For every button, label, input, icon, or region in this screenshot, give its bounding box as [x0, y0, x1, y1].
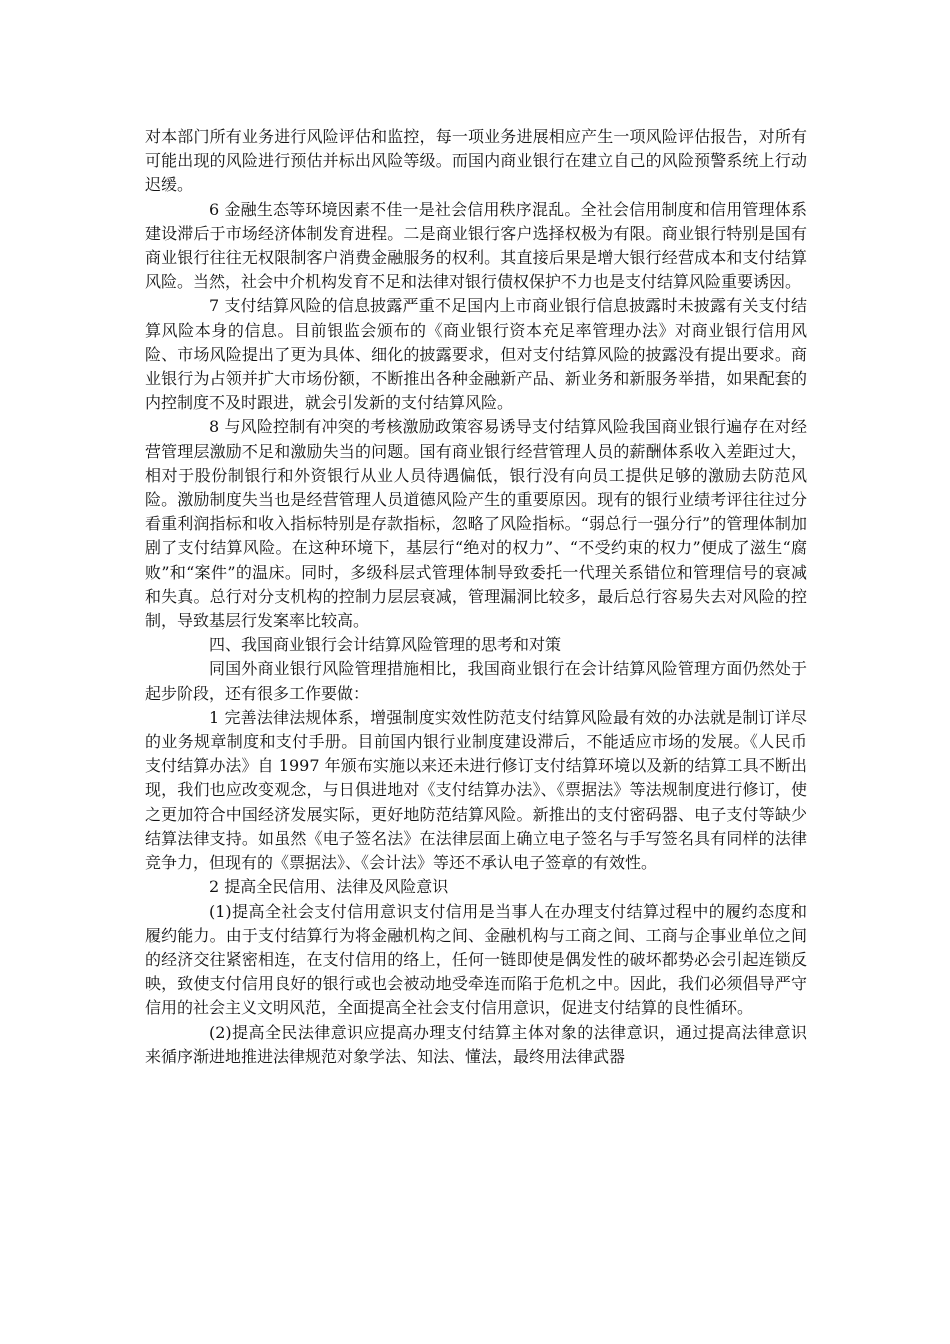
paragraph-7-disclosure: 7 支付结算风险的信息披露严重不足国内上市商业银行信息披露时未披露有关支付结算风险本身的信息。目前银监会颁布的《商业银行资本充足率管理办法》对商业银行信用风险、市场风险提出了更为具体、细化的披露要求，但对支付结算风险的披露没有提出要求。商业银行为占领并扩大市场份额，不断推出各种金融新产品、新业务和新服务举措，如果配套的内控制度不及时跟进，就会引发新的支付结算风险。: [145, 296, 807, 413]
paragraph-8-incentives: 8 与风险控制有冲突的考核激励政策容易诱导支付结算风险我国商业银行遍存在对经营管理层激励不足和激励失当的问题。国有商业银行经营管理人员的薪酬体系收入差距过大，相对于股份制银行和外资银行从业人员待遇偏低，银行没有向员工提供足够的激励去防范风险。激励制度失当也是经营管理人员道德风险产生的重要原因。现有的银行业绩考评往往过分看重利润指标和收入指标特别是存款指标，忽略了风险指标。“弱总行一强分行”的管理体制加剧了支付结算风险。在这种环境下，基层行“绝对的权力”、“不受约束的权力”便成了滋生“腐败”和“案件”的温床。同时，多级科层式管理体制导致委托一代理关系错位和管理信号的衰减和失真。总行对分支机构的控制力层层衰减，管理漏洞比较多，最后总行容易失去对风险的控制，导致基层行发案率比较高。: [145, 417, 807, 631]
paragraph-2-2-law: (2)提高全民法律意识应提高办理支付结算主体对象的法律意识，通过提高法律意识来循序渐进地推进法律规范对象学法、知法、懂法，最终用法律武器: [145, 1022, 807, 1066]
section-heading-4: 四、我国商业银行会计结算风险管理的思考和对策: [209, 635, 562, 655]
subheading-2-awareness: 2 提高全民信用、法律及风险意识: [209, 877, 449, 897]
document-page: [145, 125, 807, 1069]
paragraph-2-1-credit: (1)提高全社会支付信用意识支付信用是当事人在办理支付结算过程中的履约态度和履约能力。由于支付结算行为将金融机构之间、金融机构与工商之间、工商与企事业单位之间的经济交往紧密相连，在支付信用的络上，任何一链即使是偶发性的破坏都势必会引起连锁反映，致使支付信用良好的银行或也会被动地受牵连而陷于危机之中。因此，我们必须倡导严守信用的社会主义文明风范，全面提高全社会支付信用意识，促进支付结算的良性循环。: [145, 901, 807, 1018]
paragraph-6-financial-ecology: 6 金融生态等环境因素不佳一是社会信用秩序混乱。全社会信用制度和信用管理体系建设滞后于市场经济体制发育进程。二是商业银行客户选择权极为有限。商业银行特别是国有商业银行往往无权限制客户消费金融服务的权利。其直接后果是增大银行经营成本和支付结算风险。当然，社会中介机构发育不足和法律对银行债权保护不力也是支付结算风险重要诱因。: [145, 199, 807, 292]
paragraph-intro: 同国外商业银行风险管理措施相比，我国商业银行在会计结算风险管理方面仍然处于起步阶段，还有很多工作要做：: [145, 659, 807, 703]
paragraph-1-legal-system: 1 完善法律法规体系，增强制度实效性防范支付结算风险最有效的办法就是制订详尽的业务规章制度和支付手册。目前国内银行业制度建设滞后，不能适应市场的发展。《人民币支付结算办法》自 1997 年颁布实施以来还未进行修订支付结算环境以及新的结算工具不断出现，我们也应改变观念，与日俱进地对《支付结算办法》、《票据法》等法规制度进行修订，使之更加符合中国经济发展实际，更好地防范结算风险。新推出的支付密码器、电子支付等缺少结算法律支持。如虽然《电子签名法》在法律层面上确立电子签名与手写签名具有同样的法律竞争力，但现有的《票据法》、《会计法》等还不承认电子签章的有效性。: [145, 707, 807, 873]
paragraph-continuation: 对本部门所有业务进行风险评估和监控，每一项业务进展相应产生一项风险评估报告，对所有可能出现的风险进行预估并标出风险等级。而国内商业银行在建立自己的风险预警系统上行动迟缓。: [145, 127, 807, 195]
